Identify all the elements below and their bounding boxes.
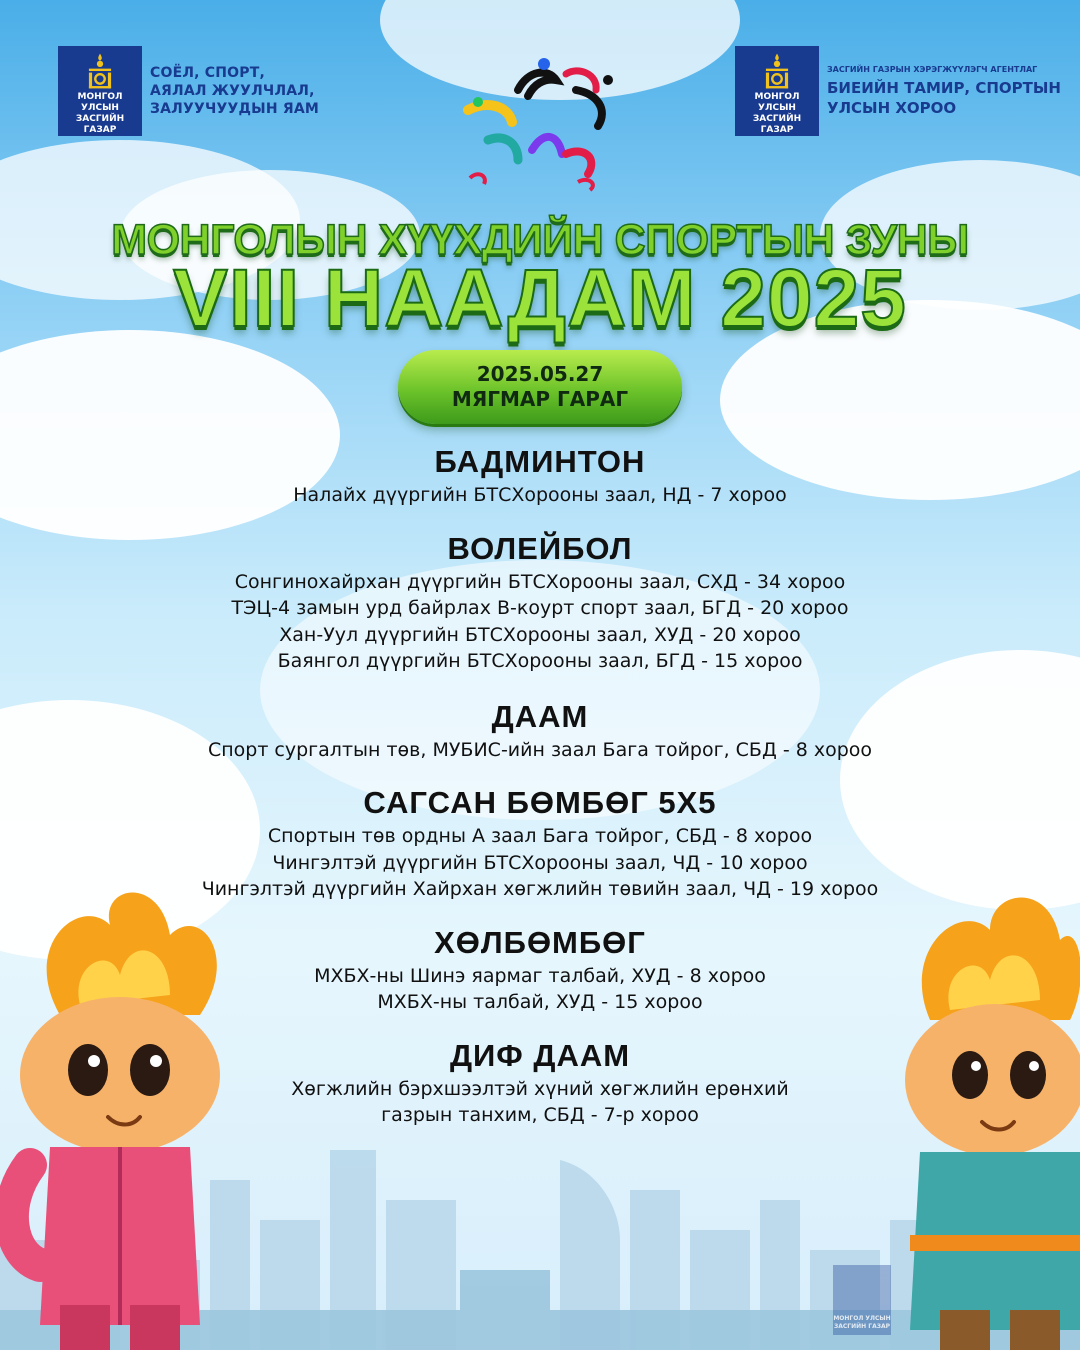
title-line-1: МОНГОЛЫН ХҮҮХДИЙН СПОРТЫН ЗУНЫ bbox=[111, 216, 969, 264]
date-badge bbox=[398, 350, 682, 424]
venue-line: МХБХ-ны Шинэ яармаг талбай, ХУД - 8 хороо bbox=[314, 964, 766, 987]
venue-line: Спортын төв ордны А заал Бага тойрог, СБД - 8 хороо bbox=[267, 825, 813, 847]
venue-line: Налайх дүүргийн БТСХорооны заал, НД - 7 хороо bbox=[293, 484, 787, 506]
emblem-caption-line2: ЗАСГИЙН ГАЗАР bbox=[75, 114, 125, 135]
sports-committee-logo bbox=[735, 46, 1061, 136]
emblem-caption-line1: МОНГОЛ УЛСЫН bbox=[754, 92, 800, 113]
soyombo-icon bbox=[78, 52, 122, 90]
emblem-caption-line2: ЗАСГИЙН ГАЗАР bbox=[752, 114, 802, 135]
agency-line-1: БИЕИЙН ТАМИР, СПОРТЫН bbox=[827, 78, 1061, 97]
sport-title: ДИФ ДААМ bbox=[449, 1037, 631, 1073]
venue-line: ТЭЦ-4 замын урд байрлах В-коурт спорт заал, БГД - 20 хороо bbox=[231, 597, 849, 619]
watermark-emblem bbox=[833, 1265, 891, 1335]
soyombo-emblem-right bbox=[735, 46, 819, 136]
agency-name bbox=[827, 65, 1061, 118]
venue-line: Баянгол дүүргийн БТСХорооны заал, БГД - 15 хороо bbox=[277, 650, 803, 672]
venue-line: Спорт сургалтын төв, МУБИС-ийн заал Бага тойрог, СБД - 8 хороо bbox=[207, 738, 873, 761]
ministry-logo bbox=[58, 46, 319, 136]
festival-logo bbox=[448, 50, 628, 200]
mascot-boy bbox=[900, 890, 1080, 1350]
venue-line: Сонгинохайрхан дүүргийн БТСХорооны заал, СХД - 34 хороо bbox=[234, 570, 846, 593]
event-date: 2025.05.27 bbox=[476, 362, 604, 386]
venue-line: Хан-Уул дүүргийн БТСХорооны заал, ХУД - 20 хороо bbox=[279, 623, 801, 646]
soyombo-icon bbox=[755, 52, 799, 90]
ministry-line-2: АЯЛАЛ ЖУУЛЧЛАЛ, bbox=[150, 83, 315, 99]
soyombo-emblem bbox=[58, 46, 142, 136]
venue-line: Чингэлтэй дүүргийн Хайрхан хөгжлийн төвийн заал, ЧД - 19 хороо bbox=[201, 878, 879, 900]
event-weekday: МЯГМАР ГАРАГ bbox=[451, 387, 629, 411]
ministry-name bbox=[150, 64, 319, 118]
sport-title: БАДМИНТОН bbox=[434, 444, 646, 479]
watermark-caption-line1: МОНГОЛ УЛСЫН bbox=[833, 1315, 891, 1322]
venue-line: Хөгжлийн бэрхшээлтэй хүний хөгжлийн ерөнхий bbox=[291, 1077, 789, 1100]
agency-line-2: УЛСЫН ХОРОО bbox=[827, 98, 957, 117]
emblem-caption-line1: МОНГОЛ УЛСЫН bbox=[77, 92, 123, 113]
mascot-girl bbox=[0, 885, 260, 1350]
sport-title: ДААМ bbox=[491, 698, 589, 734]
ministry-line-1: СОЁЛ, СПОРТ, bbox=[150, 65, 265, 81]
ministry-line-3: ЗАЛУУЧУУДЫН ЯАМ bbox=[150, 101, 320, 117]
agency-type: ЗАСГИЙН ГАЗРЫН ХЭРЭГЖҮҮЛЭГЧ АГЕНТЛАГ bbox=[827, 64, 1038, 74]
sport-title: ХӨЛБӨМБӨГ bbox=[434, 924, 646, 960]
venue-line: МХБХ-ны талбай, ХУД - 15 хороо bbox=[377, 991, 703, 1013]
watermark-caption-line2: ЗАСГИЙН ГАЗАР bbox=[833, 1323, 891, 1330]
title-line-2: VIII НААДАМ 2025 bbox=[173, 253, 907, 344]
venue-line: Чингэлтэй дүүргийн БТСХорооны заал, ЧД - 10 хороо bbox=[272, 851, 808, 874]
sport-title: САГСАН БӨМБӨГ 5Х5 bbox=[363, 785, 717, 820]
sport-title: ВОЛЕЙБОЛ bbox=[447, 530, 633, 566]
venue-line: газрын танхим, СБД - 7-р хороо bbox=[381, 1104, 699, 1126]
